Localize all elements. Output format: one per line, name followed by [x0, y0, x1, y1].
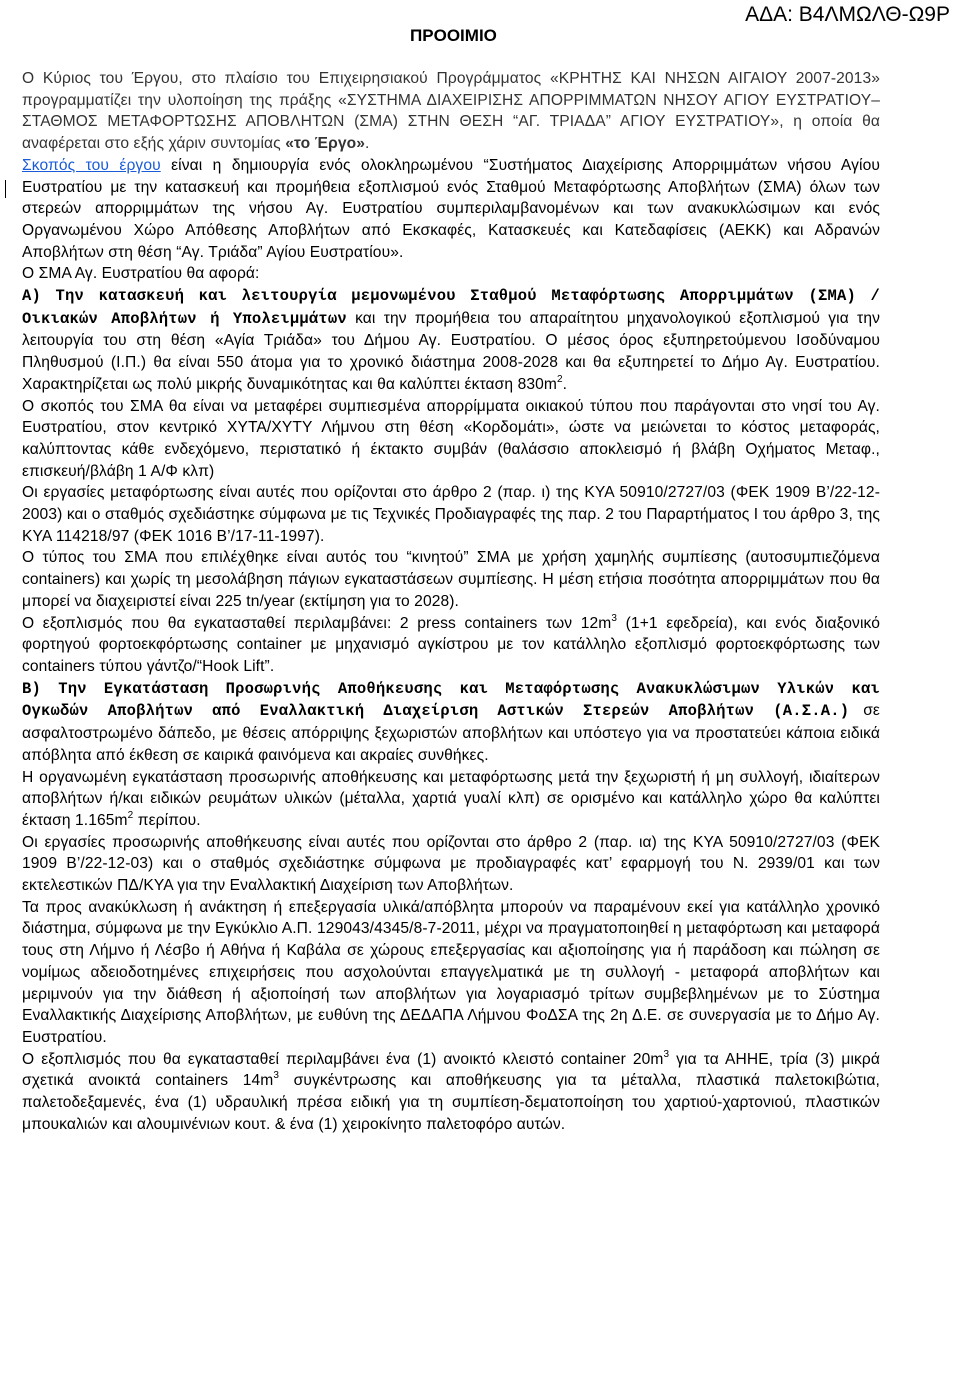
last-end: συγκέντρωσης και αποθήκευσης για τα μέταλλα, πλαστικά παλετοκιβώτια, παλετοδεξαμενές, ένα (1) υδραυλική πρέσα ειδική για τη συμπίεση-δεματοποίηση του χαρτιού-χαρτονιού, πλαστικών μπουκαλιών και αλουμινένιων κουτ. & ένα (1) χειροκίνητο παλετοφόρο αυτών.	[22, 1072, 880, 1133]
section-title: ΠΡΟΟΙΜΙΟ	[410, 26, 497, 45]
intro-end: .	[365, 135, 370, 153]
temp-storage-paragraph: Οι εργασίες προσωρινής αποθήκευσης είναι αυτές που ορίζονται στο άρθρο 2 (παρ. ια) της ΚΥΑ 50910/2727/03 (ΦΕΚ 1909 Β’/22-12-03) και ο σταθμός σχεδιάστηκε σύμφωνα με προδιαγραφές κατ’ εφαρμογή του Ν. 2939/01 και των εκτελεστικών ΠΔ/ΚΥΑ για την Εναλλακτική Διαχείριση των Αποβλήτων.	[22, 833, 880, 895]
scope-text: είναι η δημιουργία ενός ολοκληρωμένου “Συστήματος Διαχείρισης Απορριμμάτων νήσου Αγίου Ευστρατίου με την κατασκευή και προμήθεια εξοπλισμού ενός Σταθμού Μεταφόρτωσης Αποβλήτων (ΣΜΑ) όλων των στερεών απορριμμάτων της νήσου Αγ. Ευστρατίου συμπεριλαμβανομένων και των ανακυκλώσιμων και ενός Οργανωμένου Χώρο Απόθεσης Αποβλήτων από Εκσκαφές, Κατασκευές και Κατεδαφίσεις (ΑΕΚΚ) και Αδρανών Αποβλήτων στη θέση “Αγ. Τριάδα” Αγίου Ευστρατίου».	[22, 156, 881, 261]
organized-end: περίπου.	[133, 811, 201, 829]
last-mid: για τα ΑΗΗΕ, τρία (3) μικρά σχετικά ανοικτά containers 14m	[22, 1050, 880, 1090]
last-text: Ο εξοπλισμός που θα εγκατασταθεί περιλαμβάνει ένα (1) ανοικτό κλειστό container 20m	[22, 1050, 664, 1068]
last-sup-1: 3	[663, 1048, 670, 1060]
ada-code: ΑΔΑ: Β4ΛΜΩΛΘ-Ω9Ρ	[745, 3, 950, 26]
organized-paragraph	[22, 767, 880, 832]
equipment-text: Ο εξοπλισμός που θα εγκατασταθεί περιλαμβάνει: 2 press containers των 12m	[22, 614, 612, 632]
purpose-paragraph: Ο σκοπός του ΣΜΑ θα είναι να μεταφέρει συμπιεσμένα απορρίμματα οικιακού τύπου που παράγονται στο νησί του Αγ. Ευστρατίου, στον κεντρικό ΧΥΤΑ/ΧΥΤΥ Λήμνου στη θέση «Κορδομάτι», ώστε να μειώνεται το κόστος μεταφοράς, καλύπτοντας κάθε ενδεχόμενο, περιστατικό ή έκτακτο συμβάν (θαλάσσιο αποκλεισμό ή βλάβη Οχήματος Μεταφ., επισκευή/βλάβη 1 Α/Φ κλπ)	[22, 397, 880, 480]
edit-marker	[5, 180, 6, 198]
intro-bold: «το Έργο»	[285, 135, 365, 153]
sma-paragraph: Ο ΣΜΑ Αγ. Ευστρατίου θα αφορά:	[22, 265, 260, 283]
scope-link[interactable]: Σκοπός του έργου	[22, 156, 161, 174]
section-a-paragraph	[22, 285, 880, 396]
equipment-sup: 3	[611, 612, 618, 624]
section-a-text: και την προμήθεια του απαραίτητου μηχανολογικού εξοπλισμού για την λειτουργία του στη θέση «Αγία Τριάδα» του Δήμου Αγ. Ευστρατίου. Ο μέσος όρος εξυπηρετούμενου Ισοδύναμου Πληθυσμού (Ι.Π.) θα είναι 550 άτομα για το χρονικό διάστημα 2008-2028 και θα εξυπηρετεί το Δήμο Αγ. Ευστρατίου. Χαρακτηρίζεται ως πολύ μικρής δυναμικότητας και θα καλύπτει έκταση 830m	[22, 309, 880, 393]
organized-sup: 2	[127, 809, 134, 821]
organized-text: Η οργανωμένη εγκατάσταση προσωρινής αποθήκευσης και μεταφόρτωσης μετά την ξεχωριστή ή μη συλλογή, ιδιαίτερων αποβλήτων ή/και ειδικών ρευμάτων υλικών (μέταλλα, χαρτιά γυαλί κλπ) σε ορισμένο και κατάλληλο χώρο θα καλύπτει έκταση 1.165m	[22, 768, 880, 829]
last-paragraph	[22, 1049, 880, 1136]
scope-paragraph	[22, 155, 880, 264]
recycle-paragraph: Τα προς ανακύκλωση ή ανάκτηση ή επεξεργασία υλικά/απόβλητα μπορούν να παραμένουν εκεί για κατάλληλο χρονικό διάστημα, σύμφωνα με την Εγκύκλιο Α.Π. 129043/4345/8-7-2011, μέχρι να πραγματοποιηθεί η μεταφόρτωση και μεταφορά τους στη Λήμνο ή Λέσβο ή Αθήνα ή Καβάλα σε χώρους επεξεργασίας και αξιοποίησης για ή παράδοση και πώληση σε νομίμως αδειοδοτημένες επιχειρήσεις που ασχολούνται επαγγελματικά με τη συλλογή - μεταφορά αποβλήτων και μεριμνούν για την διάθεση ή αξιοποίησή των αποβλήτων για λογαριασμό τρίτων συμβεβλημένων με το Σύστημα Εναλλακτικής Διαχείρισης Αποβλήτων, με ευθύνη της ΔΕΔΑΠΑ Λήμνου ΦοΔΣΑ της 2η Δ.Ε. σε συνεργασία με το Δήμο Αγ. Ευστρατίου.	[22, 898, 880, 1046]
equipment-paragraph	[22, 613, 880, 678]
section-a-end: .	[562, 375, 568, 393]
intro-text: Ο Κύριος του Έργου, στο πλαίσιο του Επιχειρησιακού Προγράμματος «ΚΡΗΤΗΣ ΚΑΙ ΝΗΣΩΝ ΑΙΓΑΙΟΥ 2007-2013» προγραμματίζει την υλοποίηση της πράξης «ΣΥΣΤΗΜΑ ΔΙΑΧΕΙΡΙΣΗΣ ΑΠΟΡΡΙΜΜΑΤΩΝ ΝΗΣΟΥ ΑΓΙΟΥ ΕΥΣΤΡΑΤΙΟΥ–ΣΤΑΘΜΟΣ ΜΕΤΑΦΟΡΤΩΣΗΣ ΑΠΟΒΛΗΤΩΝ (ΣΜΑ) ΣΤΗΝ ΘΕΣΗ “ΑΓ. ΤΡΙΑΔΑ” ΑΓΙΟΥ ΕΥΣΤΡΑΤΙΟΥ», η οποία θα αναφέρεται στο εξής χάριν συντομίας	[22, 70, 880, 153]
type-paragraph: Ο τύπος του ΣΜΑ που επιλέχθηκε είναι αυτός του “κινητού” ΣΜΑ με χρήση χαμηλής συμπίεσης (αυτοσυμπιεζόμενα containers) και χωρίς τη μεσολάβηση πάγιων εγκαταστάσεων συμπίεσης. Η μέση ετήσια ποσότητα απορριμμάτων που θα μπορεί να διαχειριστεί είναι 225 tn/year (εκτίμηση για το 2028).	[22, 549, 880, 610]
section-b-text: σε ασφαλτοστρωμένο δάπεδο, με θέσεις απόρριψης ξεχωριστών αποβλήτων και υπόστεγο για να προστατεύει κάποια ειδικά απόβλητα από έκθεση σε καιρικά φαινόμενα και ακραίες συνθήκες.	[22, 702, 880, 764]
equipment-end: (1+1 εφεδρεία), και ενός διαξονικό φορτηγού φορτοεκφόρτωσης container με μηχανισμό αγκίστρου με τον κατάλληλο εξοπλισμό φορτοεκφόρτωσης των containers τύπου γάντζο/“Hook Lift”.	[22, 614, 880, 675]
works-paragraph: Οι εργασίες μεταφόρτωσης είναι αυτές που ορίζονται στο άρθρο 2 (παρ. ι) της ΚΥΑ 50910/2727/03 (ΦΕΚ 1909 Β’/22-12-2003) και ο σταθμός σχεδιάστηκε σύμφωνα με τις Τεχνικές Προδιαγραφές της παρ. 2 του Παραρτήματος Ι του άρθρο 3, της ΚΥΑ 114218/97 (ΦΕΚ 1016 Β’/17-11-1997).	[22, 484, 880, 545]
intro-paragraph	[22, 68, 880, 155]
section-b-paragraph	[22, 678, 880, 767]
document-body	[22, 68, 880, 1135]
last-sup-2: 3	[273, 1070, 280, 1082]
section-a-heading: Α) Την κατασκευή και λειτουργία μεμονωμένου Σταθμού Μεταφόρτωσης Απορριμμάτων (ΣΜΑ) / Οικιακών Αποβλήτων ή Υπολειμμάτων	[22, 287, 880, 328]
section-b-heading: Β) Την Εγκατάσταση Προσωρινής Αποθήκευσης και Μεταφόρτωσης Ανακυκλώσιμων Υλικών και Ογκωδών Αποβλήτων από Εναλλακτική Διαχείριση Αστικών Στερεών Αποβλήτων (Α.Σ.Α.)	[22, 679, 880, 721]
section-a-sup: 2	[556, 373, 563, 385]
